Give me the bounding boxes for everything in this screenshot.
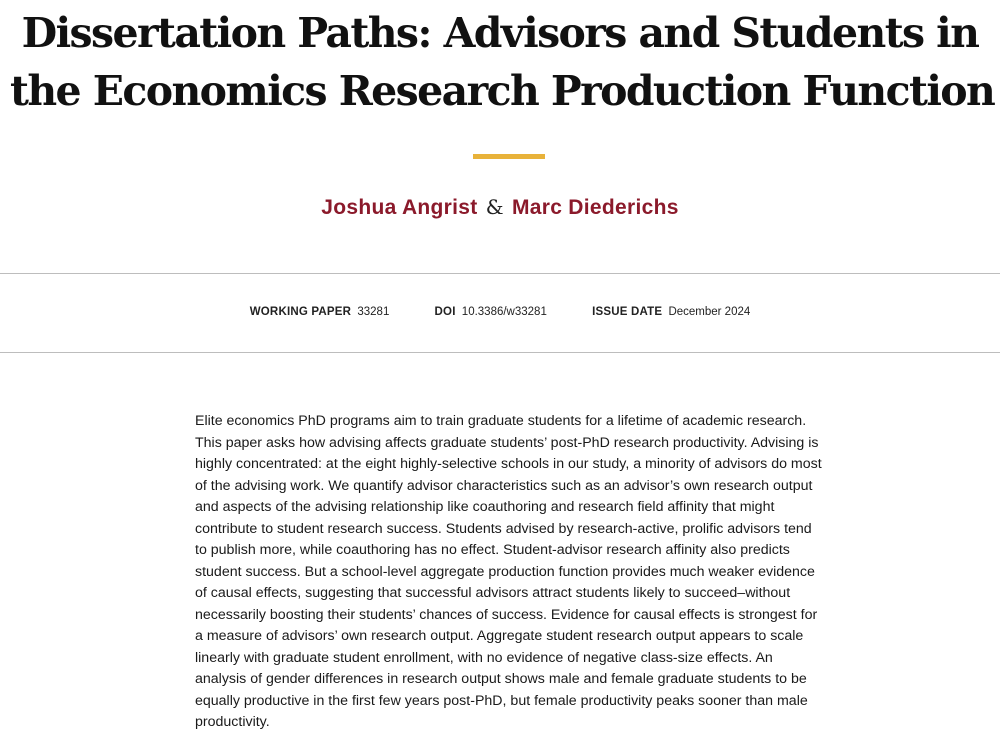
issue-date-value: December 2024 <box>668 306 751 318</box>
author-link-marc-diederichs[interactable]: Marc Diederichs <box>511 196 679 219</box>
abstract-text: Elite economics PhD programs aim to train graduate students for a lifetime of academic research. This paper asks how advising affects graduate students’ post-PhD research productivity. Advising is highly concentrated: at the eight highly-selective schools in our study, a minority of advisors do most of the advising work. We quantify advisor characteristics such as an advisor’s own research output and aspects of the advising relationship like coauthoring and research field affinity that might contribute to student research success. Students advised by research-active, prolific advisors tend to publish more, while coauthoring has no effect. Student-advisor research affinity also predicts student success. But a school-level aggregate production function provides much weaker evidence of causal effects, suggesting that successful advisors attract students likely to succeed–without necessarily boosting their students’ chances of success. Evidence for causal effects is strongest for a measure of advisors’ own research output. Aggregate student research output appears to scale linearly with graduate student enrollment, with no evidence of negative class-size effects. An analysis of gender differences in research output shows male and female graduate students to be equally productive in the first few years post-PhD, but female productivity peaks sooner than male productivity. <box>195 413 822 730</box>
paper-title-line-2: the Economics Research Production Function <box>10 67 995 115</box>
doi-label: DOI <box>434 306 456 318</box>
issue-date-meta <box>592 306 750 318</box>
paper-title-line-1: Dissertation Paths: Advisors and Students in <box>21 9 979 57</box>
working-paper-label: WORKING PAPER <box>249 306 352 318</box>
author-list <box>0 195 1000 220</box>
working-paper-meta <box>250 306 390 318</box>
paper-metadata-row <box>0 306 1000 318</box>
paper-metadata-band <box>0 273 1000 353</box>
doi-value: 10.3386/w33281 <box>461 306 547 318</box>
doi-meta <box>435 306 547 318</box>
paper-title <box>10 4 995 120</box>
issue-date-label: ISSUE DATE <box>592 306 663 318</box>
title-accent-divider <box>473 154 545 159</box>
author-link-joshua-angrist[interactable]: Joshua Angrist <box>321 196 478 219</box>
author-separator: & <box>485 195 504 219</box>
working-paper-number: 33281 <box>357 306 390 318</box>
